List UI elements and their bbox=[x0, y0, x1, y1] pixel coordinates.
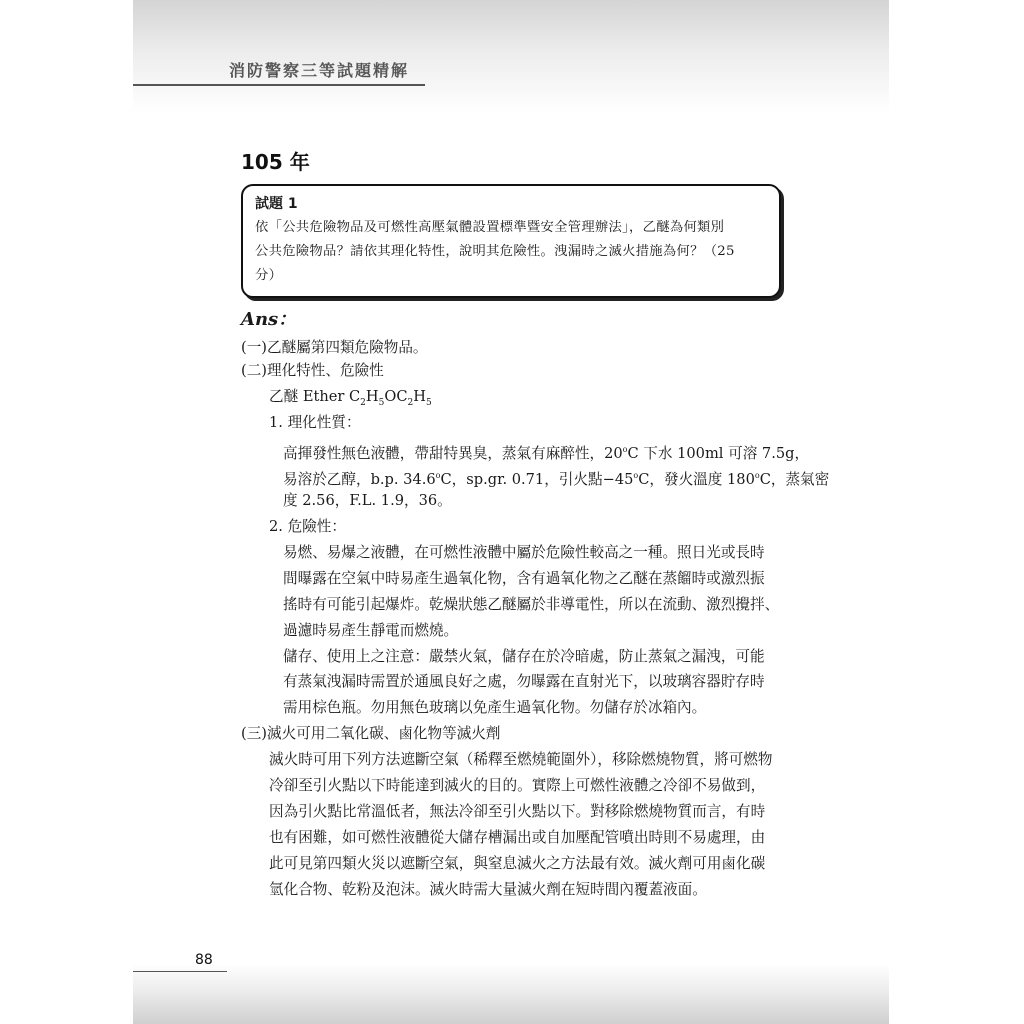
question-line: 公共危險物品？請依其理化特性，說明其危險性。洩漏時之滅火措施為何？（25 bbox=[255, 244, 735, 259]
extinguish-line: 氫化合物、乾粉及泡沫。滅火時需大量滅火劑在短時間內覆蓋液面。 bbox=[269, 881, 707, 898]
page-number: 88 bbox=[195, 952, 213, 968]
section-year: 105 年 bbox=[241, 150, 310, 174]
extinguish-line: 也有困難，如可燃性液體從大儲存槽漏出或自加壓配管噴出時則不易處理，由 bbox=[269, 829, 766, 846]
chemical-formula: 乙醚 Ether $C_2H_5OC_2H_5$ bbox=[269, 388, 432, 408]
property-line: 高揮發性無色液體，帶甜特異臭，蒸氣有麻醉性，20$^o$C 下水 100ml 可溶 7.5g， bbox=[283, 444, 810, 462]
subsection-title: 2. 危險性： bbox=[269, 518, 346, 535]
extinguish-line: 滅火時可用下列方法遮斷空氣（稀釋至燃燒範圍外），移除燃燒物質，將可燃物 bbox=[269, 751, 773, 768]
question-line: 依「公共危險物品及可燃性高壓氣體設置標準暨安全管理辦法」，乙醚為何類別 bbox=[255, 220, 725, 235]
footer-divider bbox=[133, 971, 227, 972]
hazard-line: 有蒸氣洩漏時需置於通風良好之處，勿曝露在直射光下，以玻璃容器貯存時 bbox=[283, 673, 765, 690]
hazard-line: 搖時有可能引起爆炸。乾燥狀態乙醚屬於非導電性，所以在流動、激烈攪拌、 bbox=[283, 596, 780, 613]
footer-band bbox=[133, 964, 889, 1024]
question-title: 試題 1 bbox=[255, 196, 298, 212]
extinguish-line: 此可見第四類火災以遮斷空氣，與窒息滅火之方法最有效。滅火劑可用鹵化碳 bbox=[269, 855, 766, 872]
header-band bbox=[133, 0, 889, 112]
hazard-line: 易燃、易爆之液體，在可燃性液體中屬於危險性較高之一種。照日光或長時 bbox=[283, 544, 765, 561]
question-box bbox=[241, 184, 781, 298]
property-line: 易溶於乙醇，b.p. 34.6$^o$C，sp.gr. 0.71，引火點$-45^oC$，發火溫度 180$^o$C，蒸氣密 bbox=[283, 470, 830, 488]
answer-part1: (一)乙醚屬第四類危險物品。 bbox=[241, 339, 428, 356]
hazard-line: 需用棕色瓶。勿用無色玻璃以免產生過氧化物。勿儲存於冰箱內。 bbox=[283, 699, 707, 716]
book-title: 消防警察三等試題精解 bbox=[229, 61, 410, 80]
book-page bbox=[133, 0, 889, 1024]
property-line: 度 2.56，F.L. 1.9，36。 bbox=[283, 492, 452, 509]
header-divider bbox=[133, 84, 425, 86]
subsection-title: 1. 理化性質： bbox=[269, 414, 361, 431]
hazard-line: 過濾時易產生靜電而燃燒。 bbox=[283, 622, 459, 639]
extinguish-line: 冷卻至引火點以下時能達到滅火的目的。實際上可燃性液體之冷卻不易做到， bbox=[269, 777, 766, 794]
question-line: 分） bbox=[255, 268, 283, 283]
answer-part2: (二)理化特性、危險性 bbox=[241, 362, 384, 379]
hazard-line: 儲存、使用上之注意：嚴禁火氣，儲存在於冷暗處，防止蒸氣之漏洩，可能 bbox=[283, 648, 765, 665]
answer-part3: (三)滅火可用二氧化碳、鹵化物等滅火劑 bbox=[241, 725, 501, 742]
answer-label: Ans： bbox=[241, 309, 297, 330]
extinguish-line: 因為引火點比常溫低者，無法冷卻至引火點以下。對移除燃燒物質而言，有時 bbox=[269, 803, 766, 820]
hazard-line: 間曝露在空氣中時易產生過氧化物，含有過氧化物之乙醚在蒸餾時或激烈振 bbox=[283, 570, 765, 587]
